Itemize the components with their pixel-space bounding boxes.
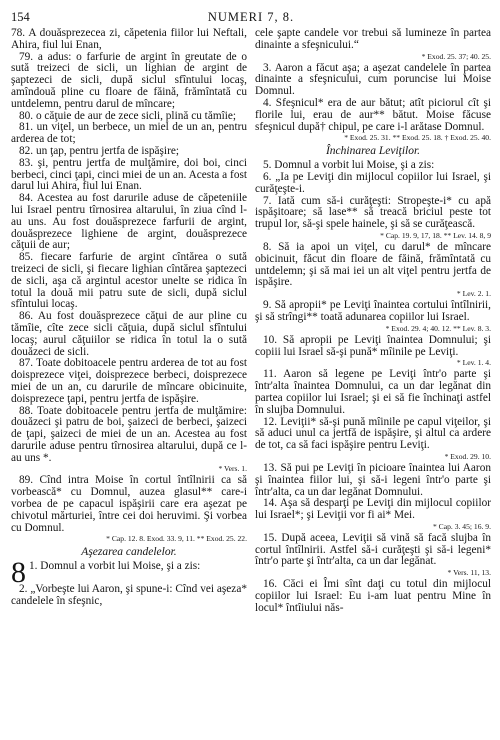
verse: 9. Să apropii* pe Leviţi înaintea cortului întîlnirii, şi să strîngi** toată adunarea copiilor lui Israel. — [255, 299, 491, 323]
section-title: Aşezarea candelelor. — [81, 546, 177, 559]
verse: 79. a adus: o farfurie de argint în greutate de o sută treizeci de sicli, un lighian de argint de şaptezeci de sicli, după siclul sfîntului locaş, amîndouă pline cu floare de făină, frămîntată cu untdelemn, pentru darul de mîncare; — [11, 50, 247, 110]
cross-reference: * Cap. 12. 8. Exod. 33. 9, 11. ** Exod. 25. 22. — [106, 534, 247, 544]
chapter-number: 8 — [11, 561, 26, 585]
text-columns — [11, 28, 491, 615]
verse: 88. Toate dobitoacele pentru jertfa de mulţămire: douăzeci şi patru de boi, şaizeci de berbeci, şaizeci de ţapi, şaizeci de miei de un an. Acestea au fost darurile aduse pentru tîrnosirea altarului, după ce l-au uns *. — [11, 404, 247, 464]
cross-reference: * Cap. 3. 45; 16. 9. — [432, 521, 491, 531]
section-title: Închinarea Leviţilor. — [325, 145, 421, 158]
verse: 82. un ţap, pentru jertfa de ispăşire; — [19, 144, 179, 157]
verse: 2. „Vorbeşte lui Aaron, şi spune-i: Cînd vei aşeza* candelele în sfeşnic, — [11, 583, 247, 608]
verse: 86. Au fost douăsprezece căţui de aur pline cu tămîie, cîte zece sicli căţuia, după siclul sfîntului locaş; aurul căţuiilor se ridica în totul la o sută douăzeci de sicli. — [11, 310, 247, 358]
verse: 85. fiecare farfurie de argint cîntărea o sută treizeci de sicli, şi fiecare lighian cîntărea şaptezeci de sicli, aşa că argintul acestor unelte se ridica în totul la două mii patru sute de sicli, după siclul sfîntului locaş. — [11, 251, 247, 311]
page-header — [11, 8, 491, 26]
cross-reference: * Exod. 29. 10. — [444, 451, 491, 461]
right-column — [255, 28, 491, 615]
left-column — [11, 28, 247, 615]
verse: 89. Cînd intra Moise în cortul întîlnirii ca să vorbească* cu Domnul, auzea glasul** care-i vorbea de pe capacul ispăşirii care era aşezat pe chivotul mărturiei, între cei doi heruvimi. Şi vorbea cu Domnul. — [11, 474, 247, 534]
verse: 87. Toate dobitoacele pentru arderea de tot au fost doisprezece viţei, doisprezece berbeci, doisprezece miei de un an, cu darurile de mîncare obicinuite, doisprezece ţapi, pentru jertfa de ispăşire. — [11, 357, 247, 405]
cross-reference: * Vers. 11, 13. — [447, 568, 491, 578]
page-number: 154 — [11, 10, 30, 24]
verse: cele şapte candele vor trebui să lumineze în partea dinainte a sfeşnicului.“ — [255, 27, 491, 51]
verse: 7. Iată cum să-i curăţeşti: Stropeşte-i* cu apă ispăşitoare; să lase** să treacă briciul peste tot trupul lor, să-şi spele hainele, şi să se curăţească. — [255, 194, 491, 231]
cross-reference: * Vers. 1. — [218, 464, 247, 474]
verse: 12. Leviţii* să-şi pună mîinile pe capul viţeilor, şi să aduci unul ca jertfă de ispăşire, şi altul ca ardere de tot, ca să faci ispăşire pentru Leviţi. — [255, 415, 491, 452]
verse: 11. Aaron să legene pe Leviţi într'o parte şi într'alta înaintea Domnului, ca un dar legănat din partea copiilor lui Israel; şi ei să fie închinaţi astfel în slujba Domnului. — [255, 368, 491, 416]
verse: 78. A douăsprezecea zi, căpetenia fiilor lui Neftali, Ahira, fiul lui Enan, — [11, 27, 247, 51]
verse: 14. Aşa să desparţi pe Leviţi din mijlocul copiilor lui Israel*; şi Leviţii vor fi ai* Mei. — [255, 497, 491, 522]
cross-reference: * Exod. 29. 4; 40. 12. ** Lev. 8. 3. — [385, 323, 491, 333]
cross-reference: * Cap. 19. 9, 17, 18. ** Lev. 14. 8, 9 — [380, 230, 491, 240]
verse: 84. Acestea au fost darurile aduse de căpeteniile lui Israel pentru tîrnosirea altarului, în ziua cînd l-au uns. Au fost douăsprezece farfurii de argint, douăsprezece lighiene de argint, douăsprezece căţuii de aur; — [11, 192, 247, 252]
cross-reference: * Exod. 25. 31. ** Exod. 25. 18. † Exod. 25. 40. — [344, 133, 491, 143]
cross-reference: * Lev. 2. 1. — [456, 289, 491, 299]
running-head: NUMERI 7, 8. — [207, 10, 295, 24]
verse: 4. Sfeşnicul* era de aur bătut; atît piciorul cît şi florile lui, erau de aur** bătut. Moise făcuse sfeşnicul după† chipul, pe care i-l arătase Domnul. — [255, 96, 491, 133]
verse: 1. Domnul a vorbit lui Moise, şi a zis: — [29, 561, 201, 573]
verse: 83. şi, pentru jertfa de mulţămire, doi boi, cinci berbeci, cinci ţapi, cinci miei de un an. Acesta a fost darul lui Ahira, fiul lui Enan. — [11, 156, 247, 193]
verse: 10. Să apropii pe Leviţi înaintea Domnului; şi copiii lui Israel să-şi pună* mîinile pe Leviţi. — [255, 333, 491, 358]
chapter-start — [11, 561, 247, 584]
verse: 8. Să ia apoi un viţel, cu darul* de mîncare obicinuit, făcut din floare de făină, frămîntată cu untdelemn; şi să mai iei un alt viţel pentru jertfa de ispăşire. — [255, 240, 491, 289]
verse: 16. Căci ei Îmi sînt daţi cu totul din mijlocul copiilor lui Israel: Eu i-am luat pentru Mine în locul* întîiului năs- — [255, 578, 491, 614]
cross-reference: * Exod. 25. 37; 40. 25. — [421, 51, 491, 61]
verse: 15. După aceea, Leviţii să vină să facă slujba în cortul întîlnirii. Astfel să-i curăţeşti şi să-i legeni* într'o parte şi într'alta, ca un dar legănat. — [255, 531, 491, 568]
verse: 6. „Ia pe Leviţi din mijlocul copiilor lui Israel, şi curăţeşte-i. — [255, 170, 491, 195]
verse: 3. Aaron a făcut aşa; a aşezat candelele în partea dinainte a sfeşnicului, cum poruncise lui Moise Domnul. — [255, 61, 491, 98]
verse: 13. Să pui pe Leviţi în picioare înaintea lui Aaron şi înaintea fiilor lui, şi să-i legeni într'o parte şi într'alta, ca un dar legănat Domnului. — [255, 461, 491, 498]
verse: 5. Domnul a vorbit lui Moise, şi a zis: — [263, 159, 435, 172]
verse: 81. un viţel, un berbece, un miel de un an, pentru arderea de tot; — [11, 121, 247, 146]
verse: 80. o căţuie de aur de zece sicli, plină cu tămîie; — [19, 109, 237, 122]
cross-reference: * Lev. 1. 4. — [456, 358, 491, 368]
